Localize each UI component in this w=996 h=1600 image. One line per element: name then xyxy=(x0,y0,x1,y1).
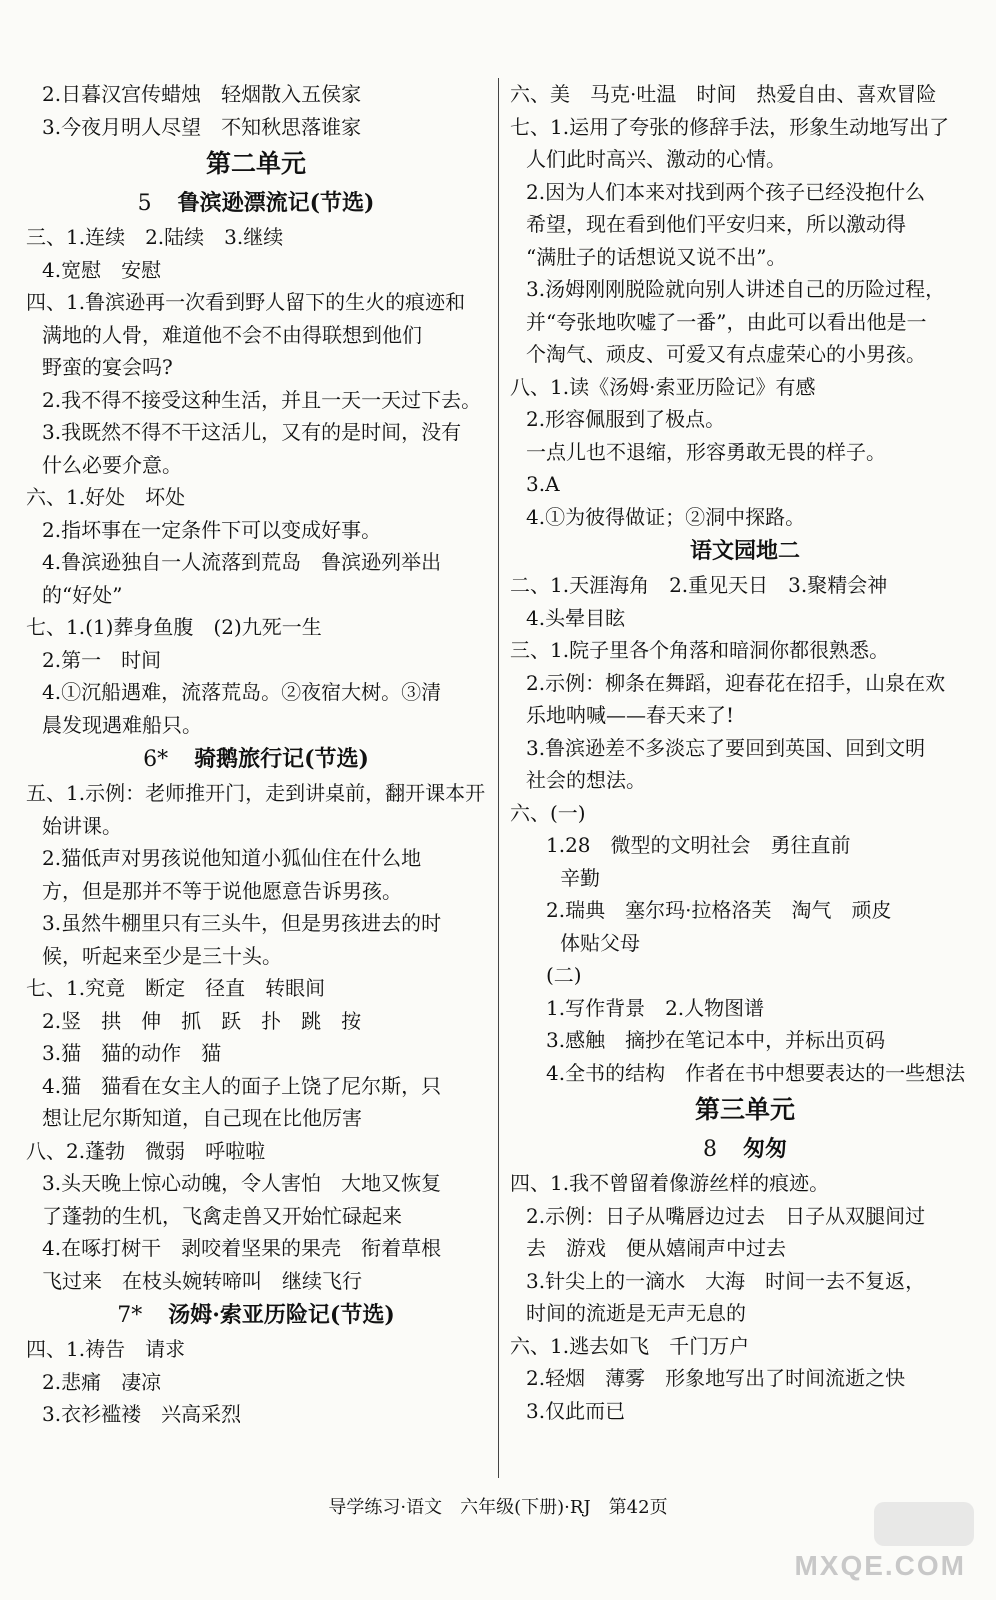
line-text: 个淘气、顽皮、可爱又有点虚荣心的小男孩。 xyxy=(526,342,926,366)
answer-line xyxy=(26,842,486,875)
line-text: 3.衣衫褴褛 兴高采烈 xyxy=(42,1402,242,1426)
answer-line xyxy=(510,273,980,306)
line-text: 晨发现遇难船只。 xyxy=(42,712,202,737)
watermark-text: MXQE.COM xyxy=(794,1550,966,1581)
line-text: 七、1.运用了夸张的修辞手法，形象生动地写出了 xyxy=(510,114,950,139)
line-text: 六、1.好处 坏处 xyxy=(26,485,186,509)
unit-heading xyxy=(26,143,486,185)
answer-line xyxy=(510,667,980,700)
line-text: 2.瑞典 塞尔玛·拉格洛芙 淘气 顽皮 xyxy=(546,898,892,922)
line-text: 方，但是那并不等于说他愿意告诉男孩。 xyxy=(42,878,402,903)
line-text: 并“夸张地吹嘘了一番”，由此可以看出他是一 xyxy=(526,309,927,334)
line-text: 3.头天晚上惊心动魄，令人害怕 大地又恢复 xyxy=(42,1171,442,1195)
line-text: 2.形容佩服到了极点。 xyxy=(526,407,726,431)
answer-line xyxy=(26,1037,486,1070)
line-text: 3.鲁滨逊差不多淡忘了要回到英国、回到文明 xyxy=(526,735,926,760)
answer-line xyxy=(26,907,486,940)
answer-line xyxy=(510,927,980,960)
answer-line xyxy=(26,1265,486,1298)
answer-line xyxy=(26,481,486,514)
answer-line xyxy=(26,351,486,384)
answer-line xyxy=(510,1024,980,1057)
page-footer: 导学练习·语文 六年级(下册)·RJ 第42页 xyxy=(328,1497,668,1518)
line-text: 第三单元 xyxy=(694,1095,795,1124)
lesson-number: 5 xyxy=(137,191,152,216)
line-text: 2.日暮汉宫传蜡烛 轻烟散入五侯家 xyxy=(42,82,362,106)
answer-line xyxy=(510,894,980,927)
line-text: 2.指坏事在一定条件下可以变成好事。 xyxy=(42,517,382,542)
answer-line xyxy=(26,1070,486,1103)
line-text: 八、2.蓬勃 微弱 呼啦啦 xyxy=(26,1138,266,1163)
line-text: 了蓬勃的生机，飞禽走兽又开始忙碌起来 xyxy=(42,1203,402,1228)
lesson-number: 6* xyxy=(143,747,169,772)
answer-line xyxy=(26,972,486,1005)
answer-line xyxy=(26,416,486,449)
line-text: 3.感触 摘抄在笔记本中，并标出页码 xyxy=(546,1028,886,1052)
watermark-logo xyxy=(774,1502,974,1582)
answer-line xyxy=(510,143,980,176)
answer-line xyxy=(510,1265,980,1298)
answer-line xyxy=(510,959,980,992)
answer-line xyxy=(26,1366,486,1399)
column-divider xyxy=(498,78,499,1478)
answer-line xyxy=(510,797,980,830)
lesson-heading xyxy=(26,185,486,221)
answer-line xyxy=(510,1232,980,1265)
answer-line xyxy=(510,468,980,501)
line-text: 什么必要介意。 xyxy=(42,452,182,477)
line-text: 4.在啄打树干 剥咬着坚果的果壳 衔着草根 xyxy=(42,1236,442,1260)
answer-line xyxy=(510,1297,980,1330)
line-text: 2.悲痛 凄凉 xyxy=(42,1369,162,1394)
answer-line xyxy=(26,286,486,319)
answer-line xyxy=(26,777,486,810)
line-text: 第二单元 xyxy=(205,149,306,178)
answer-line xyxy=(510,569,980,602)
answer-line xyxy=(510,602,980,635)
answer-line xyxy=(510,1395,980,1428)
answer-line xyxy=(510,111,980,144)
answer-line xyxy=(510,862,980,895)
line-text: 时间的流逝是无声无息的 xyxy=(526,1301,746,1325)
line-text: 想让尼尔斯知道，自己现在比他厉害 xyxy=(42,1106,362,1130)
line-text: 3.今夜月明人尽望 不知秋思落谁家 xyxy=(42,114,362,139)
line-text: 飞过来 在枝头婉转啼叫 继续飞行 xyxy=(42,1268,362,1293)
line-text: 2.我不得不接受这种生活，并且一天一天过下去。 xyxy=(42,387,482,412)
line-text: 六、1.逃去如飞 千门万户 xyxy=(510,1333,750,1358)
answer-line xyxy=(26,1167,486,1200)
answer-line xyxy=(26,709,486,742)
line-text: 七、1.究竟 断定 径直 转眼间 xyxy=(26,976,326,1000)
line-text: 4.①沉船遇难，流落荒岛。②夜宿大树。③清 xyxy=(42,680,442,704)
line-text: 三、1.院子里各个角落和暗洞你都很熟悉。 xyxy=(510,638,890,662)
answer-line xyxy=(510,732,980,765)
answer-line xyxy=(26,514,486,547)
answer-line xyxy=(26,940,486,973)
answer-line xyxy=(510,1057,980,1090)
watermark-badge xyxy=(874,1502,974,1546)
line-text: 满地的人骨，难道他不会不由得联想到他们 xyxy=(42,322,422,347)
answer-line xyxy=(26,78,486,111)
line-text: 4.全书的结构 作者在书中想要表达的一些想法 xyxy=(546,1060,966,1085)
answer-line xyxy=(510,176,980,209)
answer-line xyxy=(26,611,486,644)
answer-line xyxy=(26,1398,486,1431)
line-text: 4.宽慰 安慰 xyxy=(42,257,162,282)
lesson-heading xyxy=(510,1131,980,1167)
line-text: 始讲课。 xyxy=(42,813,122,838)
line-text: 体贴父母 xyxy=(560,930,640,955)
answer-line xyxy=(510,78,980,111)
answer-line xyxy=(26,1005,486,1038)
answer-line xyxy=(510,764,980,797)
answer-line xyxy=(510,1330,980,1363)
line-text: 2.第一 时间 xyxy=(42,647,162,672)
line-text: 2.猫低声对男孩说他知道小狐仙住在什么地 xyxy=(42,846,422,870)
answer-line xyxy=(510,1167,980,1200)
answer-line xyxy=(510,699,980,732)
line-text: 3.仅此而已 xyxy=(526,1398,626,1423)
lesson-number: 8 xyxy=(702,1137,717,1162)
line-text: 乐地呐喊——春天来了! xyxy=(526,703,735,727)
lesson-heading xyxy=(26,1297,486,1333)
line-text: 1.写作背景 2.人物图谱 xyxy=(546,995,765,1020)
answer-line xyxy=(510,241,980,274)
line-text: 4.鲁滨逊独自一人流落到荒岛 鲁滨逊列举出 xyxy=(42,550,442,574)
line-text: 鲁滨逊漂流记(节选) xyxy=(177,190,375,216)
line-text: 野蛮的宴会吗? xyxy=(42,355,173,379)
answer-line xyxy=(26,111,486,144)
line-text: (二) xyxy=(546,963,582,987)
answer-line xyxy=(510,634,980,667)
answer-line xyxy=(26,546,486,579)
lesson-heading xyxy=(510,533,980,569)
line-text: 2.示例：柳条在舞蹈，迎春花在招手，山泉在欢 xyxy=(526,670,946,695)
line-text: 四、1.祷告 请求 xyxy=(26,1337,186,1361)
line-text: 匆匆 xyxy=(742,1136,787,1162)
answer-line xyxy=(26,221,486,254)
lesson-number: 7* xyxy=(117,1303,143,1328)
answer-line xyxy=(26,1135,486,1168)
line-text: 汤姆·索亚历险记(节选) xyxy=(168,1302,395,1328)
line-text: 一点儿也不退缩，形容勇敢无畏的样子。 xyxy=(526,439,886,464)
answer-line xyxy=(510,829,980,862)
line-text: 2.因为人们本来对找到两个孩子已经没抱什么 xyxy=(526,179,926,204)
answer-line xyxy=(26,810,486,843)
answer-line xyxy=(26,1232,486,1265)
line-text: 3.猫 猫的动作 猫 xyxy=(42,1041,222,1065)
answer-line xyxy=(510,436,980,469)
answer-line xyxy=(26,319,486,352)
answer-line xyxy=(26,1102,486,1135)
answer-line xyxy=(26,384,486,417)
line-text: 人们此时高兴、激动的心情。 xyxy=(526,147,786,171)
line-text: 三、1.连续 2.陆续 3.继续 xyxy=(26,225,284,249)
line-text: 辛勤 xyxy=(560,865,600,890)
line-text: 2.示例：日子从嘴唇边过去 日子从双腿间过 xyxy=(526,1203,926,1228)
answer-line xyxy=(510,306,980,339)
line-text: 四、1.我不曾留着像游丝样的痕迹。 xyxy=(510,1171,830,1195)
line-text: 四、1.鲁滨逊再一次看到野人留下的生火的痕迹和 xyxy=(26,290,466,314)
line-text: 二、1.天涯海角 2.重见天日 3.聚精会神 xyxy=(510,573,888,597)
lesson-heading xyxy=(26,741,486,777)
line-text: 去 游戏 便从嬉闹声中过去 xyxy=(526,1236,786,1260)
line-text: 3.汤姆刚刚脱险就向别人讲述自己的历险过程， xyxy=(526,277,946,301)
line-text: 4.头晕目眩 xyxy=(526,605,626,630)
line-text: 六、美 马克·吐温 时间 热爱自由、喜欢冒险 xyxy=(510,82,937,106)
answer-line xyxy=(510,992,980,1025)
line-text: “满肚子的话想说又说不出”。 xyxy=(526,244,787,269)
line-text: 候，听起来至少是三十头。 xyxy=(42,943,282,968)
line-text: 2.轻烟 薄雾 形象地写出了时间流逝之快 xyxy=(526,1366,906,1390)
answer-line xyxy=(26,676,486,709)
answer-line xyxy=(26,449,486,482)
answer-line xyxy=(510,403,980,436)
line-text: 五、1.示例：老师推开门，走到讲桌前，翻开课本开 xyxy=(26,781,486,805)
answer-line xyxy=(26,875,486,908)
right-column xyxy=(510,78,980,1427)
line-text: 希望，现在看到他们平安归来，所以激动得 xyxy=(526,212,906,236)
line-text: 社会的想法。 xyxy=(526,768,646,792)
answer-line xyxy=(26,1200,486,1233)
line-text: 4.猫 猫看在女主人的面子上饶了尼尔斯，只 xyxy=(42,1073,442,1098)
answer-line xyxy=(510,501,980,534)
line-text: 骑鹅旅行记(节选) xyxy=(194,746,369,772)
answer-line xyxy=(510,338,980,371)
left-column xyxy=(26,78,486,1431)
line-text: 3.我既然不得不干这活儿，又有的是时间，没有 xyxy=(42,420,462,444)
answer-line xyxy=(510,208,980,241)
line-text: 语文园地二 xyxy=(689,538,800,564)
unit-heading xyxy=(510,1089,980,1131)
answer-line xyxy=(26,1333,486,1366)
answer-line xyxy=(26,644,486,677)
line-text: 4.①为彼得做证；②洞中探路。 xyxy=(526,504,806,529)
line-text: 2.竖 拱 伸 抓 跃 扑 跳 按 xyxy=(42,1008,362,1033)
answer-line xyxy=(510,1200,980,1233)
answer-line xyxy=(26,254,486,287)
line-text: 1.28 微型的文明社会 勇往直前 xyxy=(546,833,851,857)
line-text: 六、(一) xyxy=(510,800,586,825)
line-text: 3.A xyxy=(526,472,560,496)
answer-line xyxy=(510,1362,980,1395)
line-text: 八、1.读《汤姆·索亚历险记》有感 xyxy=(510,374,816,399)
line-text: 3.虽然牛棚里只有三头牛，但是男孩进去的时 xyxy=(42,911,442,935)
answer-line xyxy=(510,371,980,404)
line-text: 的“好处” xyxy=(42,582,123,607)
line-text: 3.针尖上的一滴水 大海 时间一去不复返， xyxy=(526,1268,926,1293)
line-text: 七、1.(1)葬身鱼腹 (2)九死一生 xyxy=(26,615,322,639)
answer-line xyxy=(26,579,486,612)
